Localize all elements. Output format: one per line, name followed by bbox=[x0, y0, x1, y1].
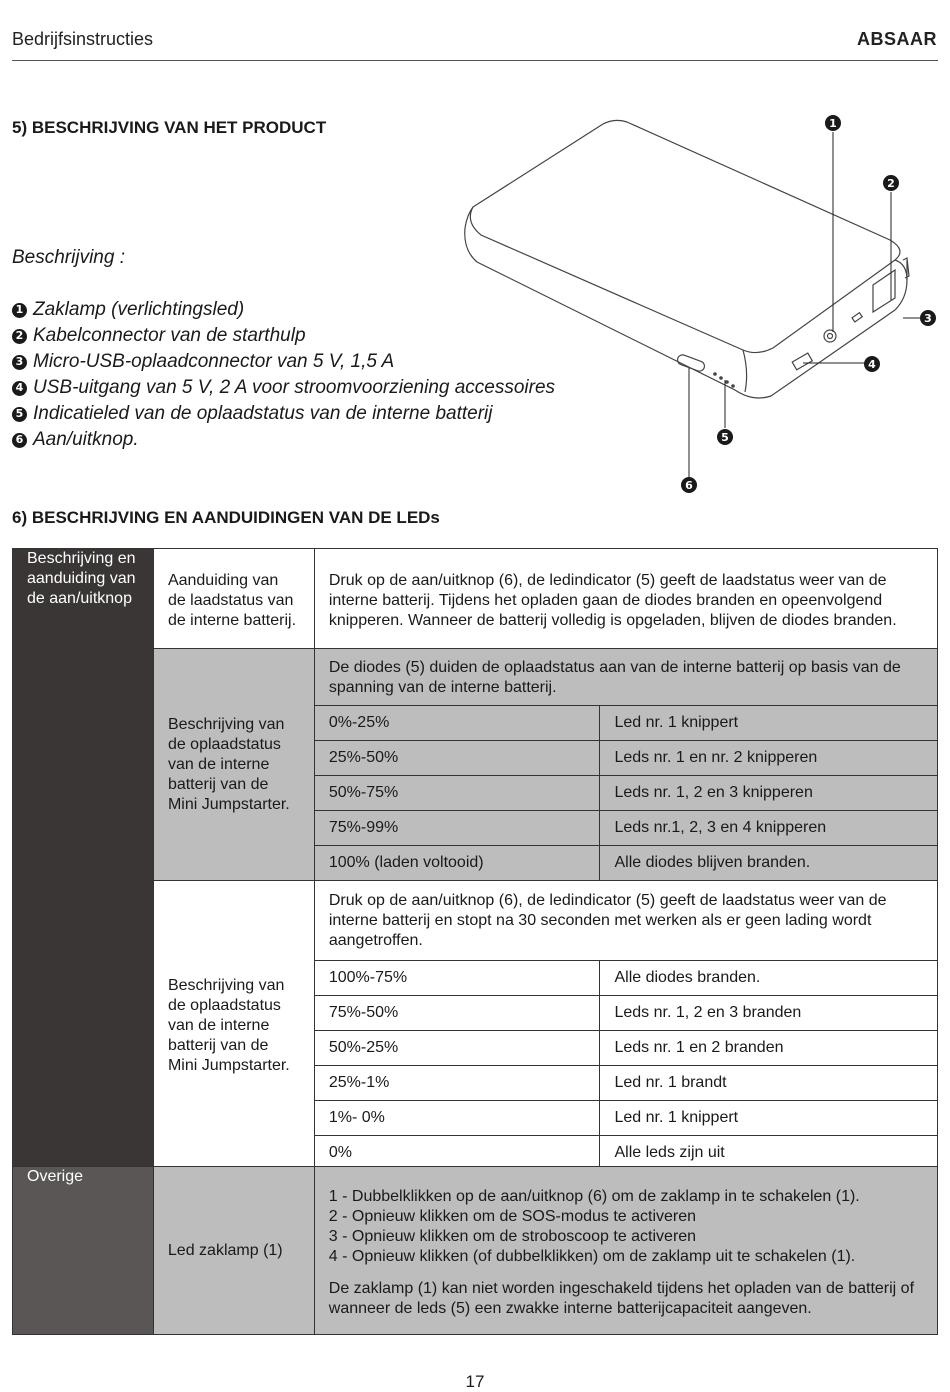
callout-1-label: 1 bbox=[829, 117, 837, 130]
group-label-cell: Beschrijving en aanduiding van de aan/uitknop bbox=[13, 549, 154, 1171]
flashlight-steps-cell bbox=[314, 1167, 937, 1335]
state-cell: Alle diodes branden. bbox=[600, 961, 938, 996]
range-cell: 100% (laden voltooid) bbox=[314, 846, 600, 881]
page-number: 17 bbox=[465, 1372, 485, 1391]
callout-4-label: 4 bbox=[868, 358, 876, 371]
callout-3-label: 3 bbox=[924, 312, 932, 325]
header-left-title: Bedrijfsinstructies bbox=[12, 29, 154, 49]
range-cell: 0% bbox=[314, 1136, 600, 1171]
row-label-cell: Led zaklamp (1) bbox=[153, 1167, 314, 1335]
state-cell: Led nr. 1 knippert bbox=[600, 706, 938, 741]
flashlight-note: De zaklamp (1) kan niet worden ingeschakeld tijdens het opladen van de batterij of wanneer de leds (5) een zwakke interne batterijcapaciteit aangeven. bbox=[328, 1280, 915, 1317]
header-divider bbox=[12, 60, 938, 61]
table-row bbox=[13, 1167, 938, 1335]
powerbank-outline bbox=[465, 120, 909, 398]
section6-title: 6) BESCHRIJVING EN AANDUIDINGEN VAN DE LEDs bbox=[12, 508, 440, 527]
section5-title: 5) BESCHRIJVING VAN HET PRODUCT bbox=[12, 118, 327, 137]
number-badge: 2 bbox=[12, 329, 27, 344]
list-item-text: Zaklamp (verlichtingsled) bbox=[33, 299, 245, 320]
intro-cell: De diodes (5) duiden de oplaadstatus aan van de interne batterij op basis van de spanning van de interne batterij. bbox=[314, 649, 937, 706]
list-item-text: Micro-USB-oplaadconnector van 5 V, 1,5 A bbox=[33, 351, 395, 372]
range-cell: 75%-50% bbox=[314, 996, 600, 1031]
range-cell: 0%-25% bbox=[314, 706, 600, 741]
step-line: 3 - Opnieuw klikken om de stroboscoop te activeren bbox=[328, 1228, 697, 1245]
range-cell: 25%-50% bbox=[314, 741, 600, 776]
step-line: 1 - Dubbelklikken op de aan/uitknop (6) om de zaklamp in te schakelen (1). bbox=[328, 1188, 860, 1205]
range-cell: 1%- 0% bbox=[314, 1101, 600, 1136]
callout-5-label: 5 bbox=[721, 431, 729, 444]
row-text-cell: Druk op de aan/uitknop (6), de ledindicator (5) geeft de laadstatus weer van de interne batterij. Tijdens het opladen gaan de diodes branden en opeenvolgend knipperen. Wanneer de batterij volledig is opgeladen, blijven de diodes branden. bbox=[314, 549, 937, 649]
list-item-text: USB-uitgang van 5 V, 2 A voor stroomvoorziening accessoires bbox=[33, 377, 556, 398]
row-label-cell: Aanduiding van de laadstatus van de interne batterij. bbox=[153, 549, 314, 649]
number-badge: 4 bbox=[12, 381, 27, 396]
range-cell: 25%-1% bbox=[314, 1066, 600, 1101]
led-table bbox=[12, 548, 938, 1171]
state-cell: Led nr. 1 knippert bbox=[600, 1101, 938, 1136]
state-cell: Leds nr. 1, 2 en 3 branden bbox=[600, 996, 938, 1031]
description-label: Beschrijving : bbox=[12, 247, 125, 268]
state-cell: Leds nr.1, 2, 3 en 4 knipperen bbox=[600, 811, 938, 846]
number-badge: 1 bbox=[12, 303, 27, 318]
range-cell: 100%-75% bbox=[314, 961, 600, 996]
list-item-text: Indicatieled van de oplaadstatus van de interne batterij bbox=[33, 403, 493, 424]
range-cell: 50%-75% bbox=[314, 776, 600, 811]
callout-2-label: 2 bbox=[887, 177, 895, 190]
state-cell: Leds nr. 1, 2 en 3 knipperen bbox=[600, 776, 938, 811]
step-line: 4 - Opnieuw klikken (of dubbelklikken) om de zaklamp uit te schakelen (1). bbox=[328, 1248, 856, 1265]
number-badge: 6 bbox=[12, 433, 27, 448]
powerbank-diagram bbox=[455, 110, 950, 500]
state-cell: Leds nr. 1 en nr. 2 knipperen bbox=[600, 741, 938, 776]
step-line: 2 - Opnieuw klikken om de SOS-modus te activeren bbox=[328, 1208, 697, 1225]
state-cell: Alle diodes blijven branden. bbox=[600, 846, 938, 881]
row-label-cell: Beschrijving van de oplaadstatus van de interne batterij van de Mini Jumpstarter. bbox=[153, 881, 314, 1171]
callout-badges bbox=[681, 115, 936, 493]
list-item-text: Kabelconnector van de starthulp bbox=[33, 325, 306, 346]
range-cell: 50%-25% bbox=[314, 1031, 600, 1066]
number-badge: 3 bbox=[12, 355, 27, 370]
table-row bbox=[13, 549, 938, 649]
state-cell: Led nr. 1 brandt bbox=[600, 1066, 938, 1101]
state-cell: Leds nr. 1 en 2 branden bbox=[600, 1031, 938, 1066]
intro-cell: Druk op de aan/uitknop (6), de ledindicator (5) geeft de laadstatus weer van de interne batterij en stopt na 30 seconden met werken als er geen lading wordt aangetroffen. bbox=[314, 881, 937, 961]
list-item-text: Aan/uitknop. bbox=[33, 429, 139, 450]
group-label-cell: Overige bbox=[13, 1167, 154, 1335]
range-cell: 75%-99% bbox=[314, 811, 600, 846]
state-cell: Alle leds zijn uit bbox=[600, 1136, 938, 1171]
callout-6-label: 6 bbox=[685, 479, 693, 492]
number-badge: 5 bbox=[12, 407, 27, 422]
row-label-cell: Beschrijving van de oplaadstatus van de interne batterij van de Mini Jumpstarter. bbox=[153, 649, 314, 881]
led-table-other bbox=[12, 1166, 938, 1335]
header-brand: ABSAAR bbox=[856, 29, 937, 49]
